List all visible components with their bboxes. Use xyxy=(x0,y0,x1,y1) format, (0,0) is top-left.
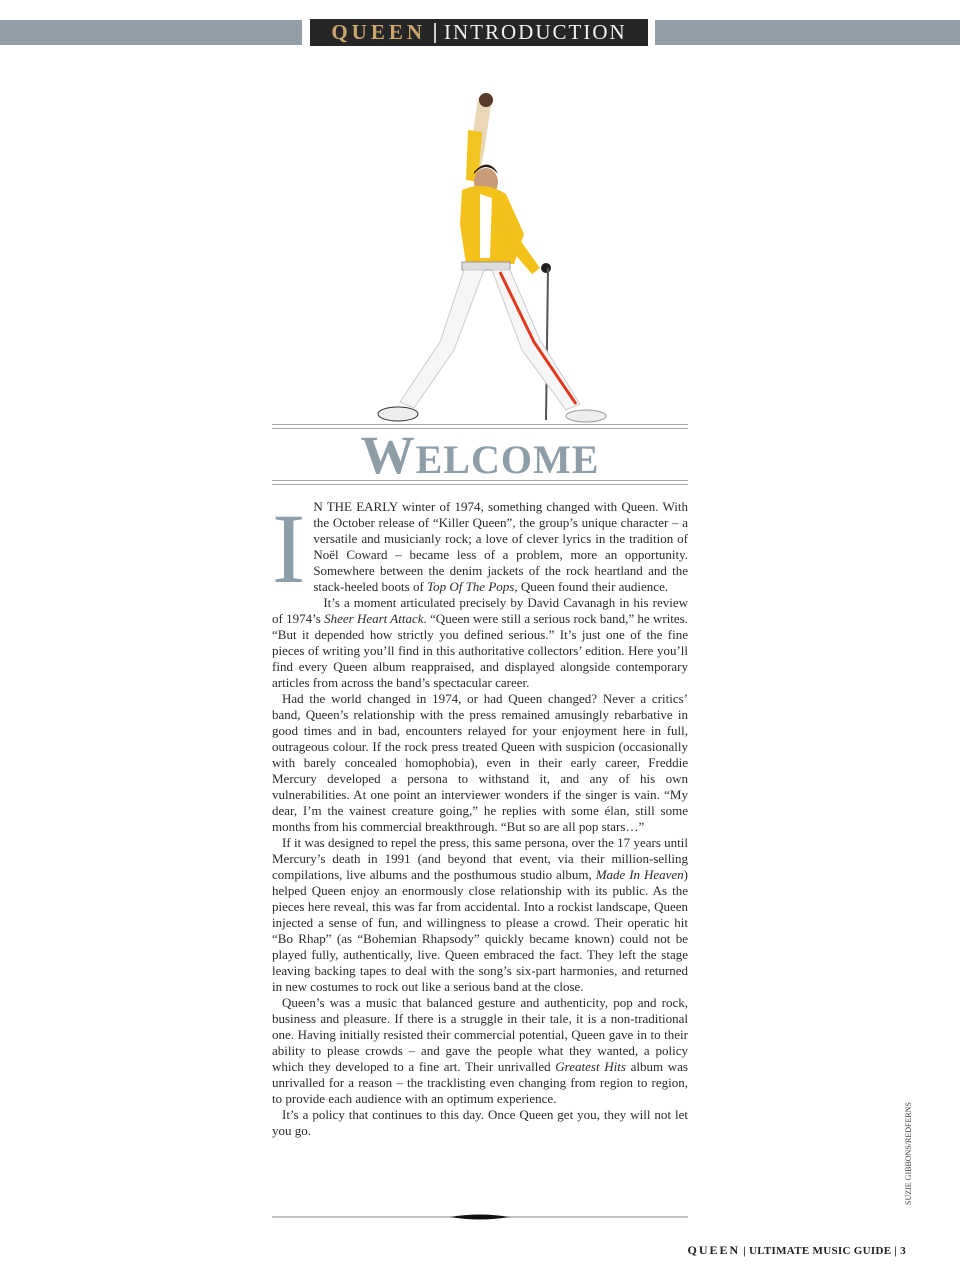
title-rest: ELCOME xyxy=(415,437,600,482)
section-header xyxy=(310,19,648,46)
header-bar-right xyxy=(655,20,960,45)
lead-in: N THE EARLY xyxy=(313,499,398,514)
paragraph xyxy=(272,835,688,995)
text: album was unrivalled for a reason – the tracklisting even changing from region to region, to provide each audience with an optimum experience. xyxy=(272,1059,688,1106)
text: If it was designed to repel the press, this same persona, over the 17 years until Mercury’s death in 1991 (and beyond that event, via their million-selling compilations, live albums and the posthumous studio album, xyxy=(272,835,688,882)
photo-credit: SUZIE GIBBONS/REDFERNS xyxy=(904,1102,913,1205)
end-ornament xyxy=(272,1214,688,1220)
article-body xyxy=(272,499,688,1139)
text: . “Queen were still a serious rock band,” he writes. “But it depended how strictly you defined serious.” It’s just one of the fine pieces of writing you’ll find in this authoritative collectors’ edition. Here you’ll find every Queen album reappraised, and displayed alongside contemporary articles from across the band’s spectacular career. xyxy=(272,611,688,690)
rule-bottom-1 xyxy=(272,480,688,481)
text: ) helped Queen enjoy an enormously close relationship with its public. As the pieces here reveal, this was far from accidental. Into a rockist landscape, Queen injected a sense of fun, and willingness to please a crowd. Their operatic hit “Bo Rhap” (as “Bohemian Rhapsody” quickly became known) could not be played fully, authentically, live. Queen embraced the fact. They left the stage leaving backing tapes to deal with the song’s six-part harmonies, and returned in new costumes to rock out like a serious band at the close. xyxy=(272,867,688,994)
header-section: INTRODUCTION xyxy=(444,20,627,44)
header-brand: QUEEN xyxy=(331,20,427,44)
italic-title: Top Of The Pops xyxy=(427,579,515,594)
page-footer xyxy=(688,1243,906,1258)
title-initial: W xyxy=(360,425,416,485)
text: , Queen found their audience. xyxy=(514,579,669,594)
paragraph xyxy=(272,595,688,691)
header-bar-left xyxy=(0,20,302,45)
text: It’s a moment articulated precisely by David Cavanagh in his review of 1974’s xyxy=(272,595,688,626)
italic-title: Sheer Heart Attack xyxy=(324,611,424,626)
italic-title: Made In Heaven xyxy=(595,867,684,882)
italic-title: Greatest Hits xyxy=(555,1059,626,1074)
rule-bottom-2 xyxy=(272,484,688,485)
page-title xyxy=(272,425,688,487)
rule-top-1 xyxy=(272,424,688,425)
footer-title: | ULTIMATE MUSIC GUIDE | xyxy=(743,1245,898,1257)
page-number: 3 xyxy=(900,1245,906,1257)
text: winter of 1974, something changed with Queen. With the October release of “Killer Queen”, the group’s unique character – a versatile and musicianly rock; a love of clever lyrics in the tradition of Noël Coward – became less of a problem, more an opportunity. Somewhere between the denim jackets of the rock heartland and the stack-heeled boots of xyxy=(313,499,688,594)
header-divider xyxy=(434,23,436,43)
drop-cap: I xyxy=(272,499,306,599)
paragraph xyxy=(272,499,688,599)
text: Queen’s was a music that balanced gesture and authenticity, pop and rock, business and pleasure. If there is a struggle in their tale, it is a non-traditional one. Having initially resisted their commercial potential, Queen gave in to their ability to please crowds – and gave the people what they wanted, a policy which they developed to a fine art. Their unrivalled xyxy=(272,995,688,1074)
singer-photo xyxy=(350,90,630,425)
footer-brand: QUEEN xyxy=(687,1243,741,1257)
paragraph: It’s a policy that continues to this day. Once Queen get you, they will not let you go. xyxy=(272,1107,688,1138)
paragraph: Had the world changed in 1974, or had Queen changed? Never a critics’ band, Queen’s relationship with the press remained amusingly rebarbative in good times and in bad, encounters relayed for your enjoyment here in full, outrageous colour. If the rock press treated Queen with suspicion (occasionally with barely concealed homophobia), even in their early career, Freddie Mercury developed a persona to withstand it, and any of his own vulnerabilities. At one point an interviewer wonders if the singer is vain. “My dear, I’m the vainest creature going,” he replies with some élan, still some months from his commercial breakthrough. “But so are all pop stars…” xyxy=(272,691,688,834)
paragraph xyxy=(272,995,688,1107)
